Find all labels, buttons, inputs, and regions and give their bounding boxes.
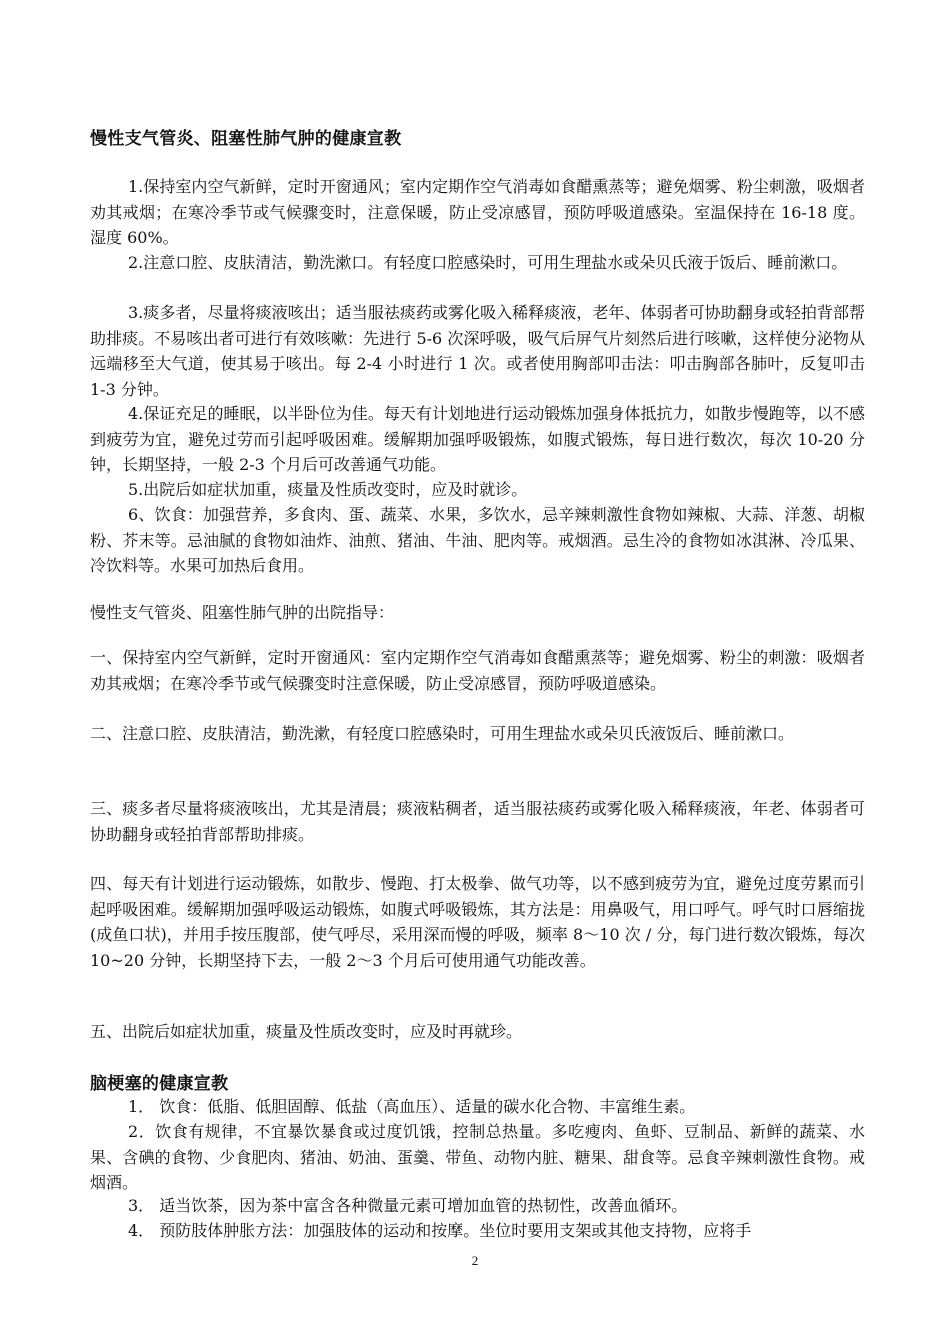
stroke-item-3: 3． 适当饮茶，因为茶中富含各种微量元素可增加血管的热韧性，改善血循环。 xyxy=(128,1196,688,1215)
discharge-item-1: 一、保持室内空气新鲜，定时开窗通风：室内定期作空气消毒如食醋熏蒸等；避免烟雾、粉尘的刺激：吸烟者劝其戒烟；在寒冷季节或气候骤变时注意保暖，防止受凉感冒，预防呼吸道感染。 xyxy=(90,648,865,693)
discharge-item-3: 三、痰多者尽量将痰液咳出，尤其是清晨；痰液粘稠者，适当服祛痰药或雾化吸入稀释痰液，年老、体弱者可协助翻身或轻拍背部帮助排痰。 xyxy=(90,799,865,844)
stroke-item-2: 2．饮食有规律，不宜暴饮暴食或过度饥饿，控制总热量。多吃瘦肉、鱼虾、豆制品、新鲜的蔬菜、水果、含碘的食物、少食肥肉、猪油、奶油、蛋羹、带鱼、动物内脏、糖果、甜食等。忌食辛辣刺激性食物。戒烟酒。 xyxy=(90,1122,865,1192)
discharge-item-2: 二、注意口腔、皮肤清洁，勤洗漱，有轻度口腔感染时，可用生理盐水或朵贝氏液饭后、睡前漱口。 xyxy=(90,724,795,743)
section-title-copd-discharge: 慢性支气管炎、阻塞性肺气肿的出院指导： xyxy=(90,603,395,622)
section-title-stroke-education: 脑梗塞的健康宣教 xyxy=(90,1074,229,1094)
paragraph-item-4: 4.保证充足的睡眠，以半卧位为佳。每天有计划地进行运动锻炼加强身体抵抗力，如散步慢跑等，以不感到疲劳为宜，避免过劳而引起呼吸困难。缓解期加强呼吸锻炼，如腹式锻炼，每日进行数次，每次 10-20 分钟，长期坚持，一般 2-3 个月后可改善通气功能。 xyxy=(90,404,865,474)
discharge-item-4: 四、每天有计划进行运动锻炼，如散步、慢跑、打太极拳、做气功等，以不感到疲劳为宜，避免过度劳累而引起呼吸困难。缓解期加强呼吸运动锻炼，如腹式呼吸锻炼，其方法是：用鼻吸气，用口呼气。呼气时口唇缩拢(成鱼口状)，并用手按压腹部，使气呼尽，采用深而慢的呼吸，频率 8～10 次 / 分，每门进行数次锻炼，每次 10~20 分钟，长期坚持下去，一般 2～3 个月后可使用通气功能改善。 xyxy=(90,874,865,970)
paragraph-item-5: 5.出院后如症状加重，痰量及性质改变时，应及时就诊。 xyxy=(128,480,528,499)
discharge-item-5: 五、出院后如症状加重，痰量及性质改变时，应及时再就珍。 xyxy=(90,1022,523,1041)
stroke-item-1: 1． 饮食：低脂、低胆固醇、低盐（高血压）、适量的碳水化合物、丰富维生素。 xyxy=(128,1097,696,1116)
paragraph-item-2: 2.注意口腔、皮肤清洁，勤洗漱口。有轻度口腔感染时，可用生理盐水或朵贝氏液于饭后、睡前漱口。 xyxy=(128,253,848,272)
paragraph-item-3: 3.痰多者，尽量将痰液咳出；适当服祛痰药或雾化吸入稀释痰液，老年、体弱者可协助翻身或轻拍背部帮助排痰。不易咳出者可进行有效咳嗽：先进行 5-6 次深呼吸，吸气后屏气片刻然后进行咳嗽，这样使分泌物从远端移至大气道，使其易于咳出。每 2-4 小时进行 1 次。或者使用胸部叩击法：叩击胸部各肺叶，反复叩击 1-3 分钟。 xyxy=(90,303,865,399)
paragraph-item-1: 1.保持室内空气新鲜，定时开窗通风；室内定期作空气消毒如食醋熏蒸等；避免烟雾、粉尘刺激，吸烟者劝其戒烟；在寒冷季节或气候骤变时，注意保暖，防止受凉感冒，预防呼吸道感染。室温保持在 16-18 度。湿度 60%。 xyxy=(90,177,865,247)
section-title-copd-education: 慢性支气管炎、阻塞性肺气肿的健康宣教 xyxy=(90,129,402,149)
page-number: 2 xyxy=(471,1253,479,1268)
stroke-item-4: 4． 预防肢体肿胀方法：加强肢体的运动和按摩。坐位时要用支架或其他支持物，应将手 xyxy=(128,1221,752,1240)
paragraph-item-6: 6、饮食：加强营养，多食肉、蛋、蔬菜、水果，多饮水，忌辛辣刺激性食物如辣椒、大蒜、洋葱、胡椒粉、芥末等。忌油腻的食物如油炸、油煎、猪油、牛油、肥肉等。戒烟酒。忌生冷的食物如冰淇淋、冷瓜果、冷饮料等。水果可加热后食用。 xyxy=(90,505,865,575)
